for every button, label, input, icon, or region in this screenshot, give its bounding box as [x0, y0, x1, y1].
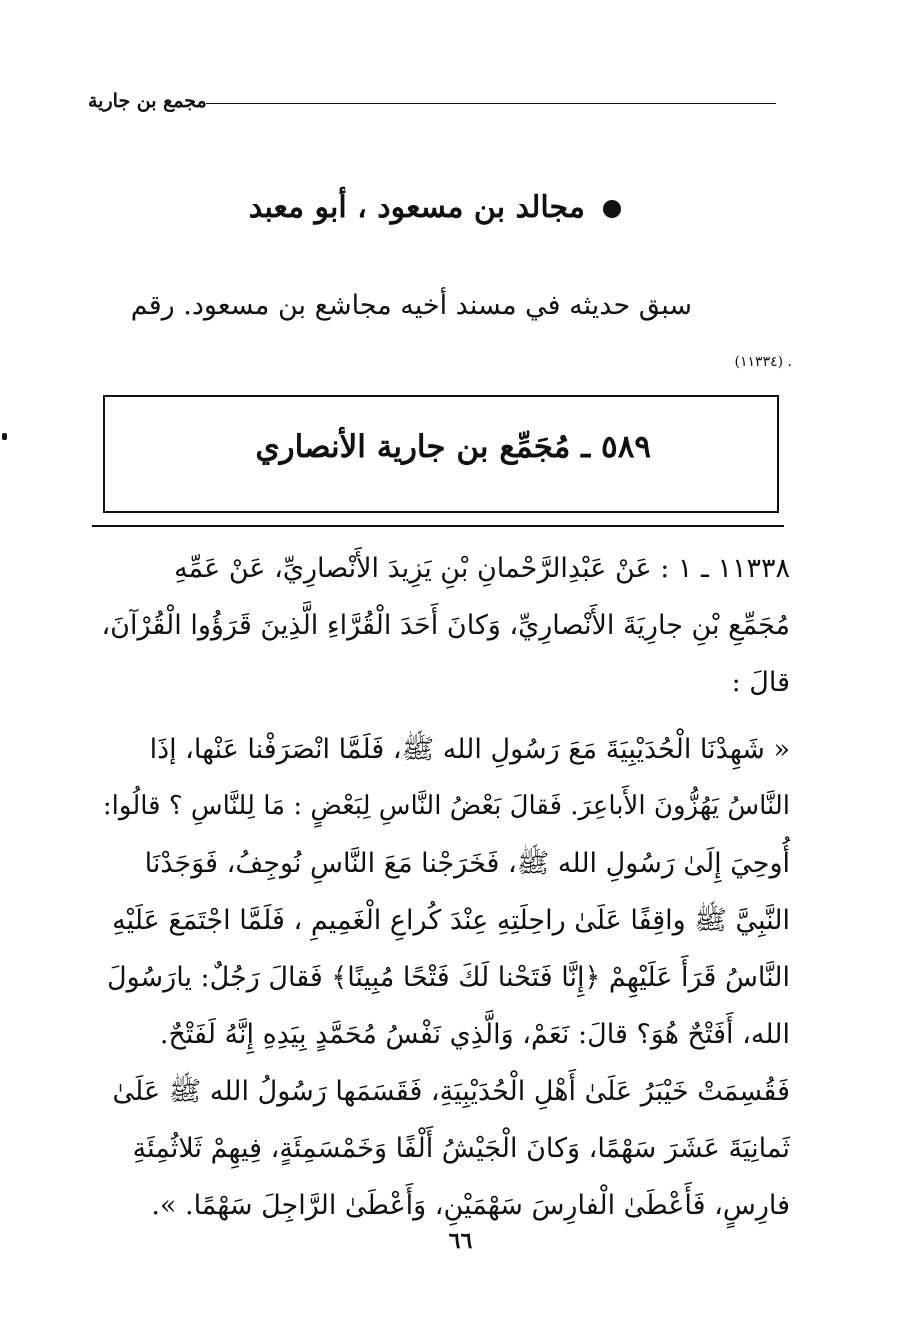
hadith-body-line: النَّاسُ يَهُزُّونَ الأَباعِرَ. فَقالَ بَعْضُ النَّاسِ لِبَعْضٍ : مَا لِلنَّاسِ ؟ قالُوا:	[102, 791, 790, 821]
hadith-body-line: أُوحِيَ إِلَىٰ رَسُولِ الله ﷺ، فَخَرَجْنا مَعَ النَّاسِ نُوجِفُ، فَوَجَدْنَا	[144, 848, 790, 879]
hadith-body-line: فارِسٍ، فَأَعْطَىٰ الْفارِسَ سَهْمَيْنِ، وَأَعْطَىٰ الرَّاجِلَ سَهْمًا. ».	[151, 1190, 790, 1221]
section-heading	[249, 190, 621, 225]
paragraph-gap	[100, 711, 790, 721]
hadith-body-line: فَقُسِمَتْ خَيْبَرُ عَلَىٰ أَهْلِ الْحُدَيْبِيَةِ، فَقَسَمَها رَسُولُ الله ﷺ عَلَىٰ	[112, 1076, 790, 1107]
intro-line-2: . (١١٣٣٤)	[734, 354, 792, 370]
running-header	[88, 88, 778, 120]
hadith-body-line: الله، أَفَتْحٌ هُوَ؟ قالَ: نَعَمْ، وَالَّذِي نَفْسُ مُحَمَّدٍ بِيَدِهِ إِنَّهُ لَفَتْحٌ.	[159, 1019, 790, 1050]
running-header-title: مجمع بن جارية	[88, 90, 207, 112]
running-header-rule	[206, 103, 776, 104]
hadith-body-line: ثَمانِيَةَ عَشَرَ سَهْمًا، وَكانَ الْجَيْشُ أَلْفًا وَخَمْسَمِئَةٍ، فِيهِمْ ثَلاثُمِئَةِ	[132, 1133, 790, 1164]
hadith-body-line: النَّبِيَّ ﷺ واقِفًا عَلَىٰ راحِلَتِهِ عِنْدَ كُراعِ الْغَمِيمِ ، فَلَمَّا اجْتَمَعَ عَلَيْهِ	[112, 905, 790, 936]
section-heading-text: مجالد بن مسعود ، أبو معبد	[248, 190, 585, 225]
hadith-body-line: « شَهِدْنَا الْحُدَيْبِيَةَ مَعَ رَسُولِ الله ﷺ، فَلَمَّا انْصَرَفْنا عَنْها، إذَا	[149, 734, 790, 765]
bullet-icon	[603, 200, 621, 218]
hadith-opening-line: ١١٣٣٨ ـ ١ : عَنْ عَبْدِالرَّحْمانِ بْنِ يَزِيدَ الأَنْصارِيِّ، عَنْ عَمِّهِ	[174, 553, 790, 584]
intro-line-1: سبق حديثه في مسند أخيه مجاشع بن مسعود. رقم	[130, 290, 692, 321]
entry-title: ٥٨٩ ـ مُجَمِّع بن جارية الأنصاري	[255, 429, 651, 465]
hadith-opening-line: قالَ :	[731, 667, 790, 698]
entry-title-rule	[92, 525, 784, 527]
page-number: ٦٦	[448, 1228, 473, 1254]
hadith-body-line: النَّاسُ قَرَأَ عَلَيْهِمْ ﴿إِنَّا فَتَحْنا لَكَ فَتْحًا مُبِينًا﴾ فَقالَ رَجُلٌ: يارَسُولَ	[106, 962, 790, 993]
margin-mark	[2, 433, 7, 440]
entry-title-box	[103, 395, 779, 513]
hadith-opening-line: مُجَمِّعِ بْنِ جارِيَةَ الأَنْصارِيِّ، وَكانَ أَحَدَ الْقُرَّاءِ الَّذِينَ قَرَؤُوا الْقُرْآنَ،	[101, 610, 790, 641]
intro-paragraph	[92, 278, 792, 390]
hadith-text	[100, 540, 790, 1234]
